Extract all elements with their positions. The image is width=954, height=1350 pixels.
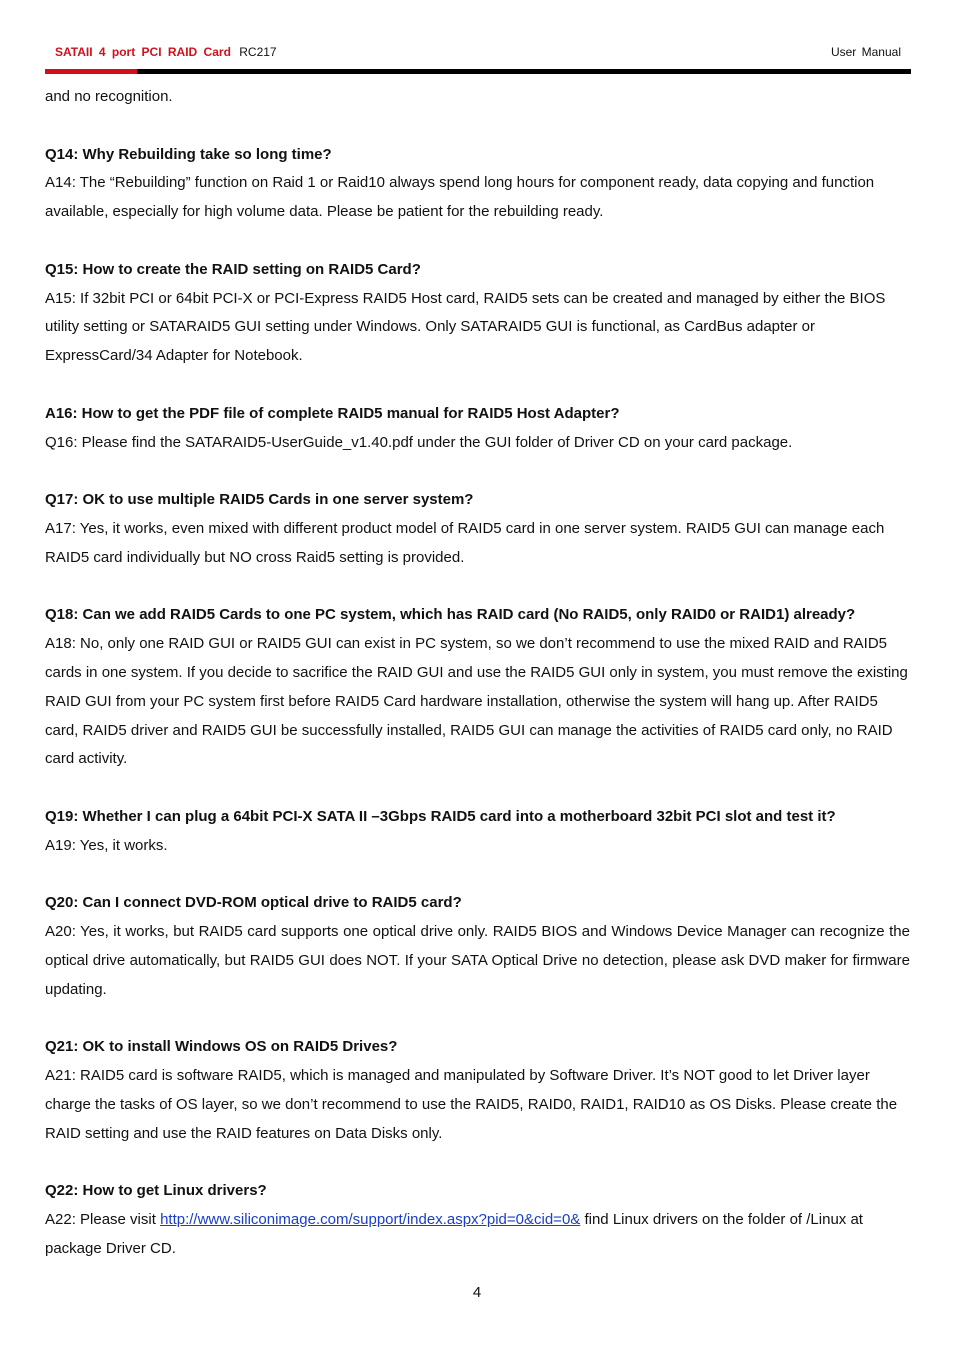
- answer-22-suffix: find Linux drivers on the folder of /Linux at package Driver CD.: [45, 1211, 863, 1257]
- header-title: [55, 45, 277, 59]
- question-14: Q14: Why Rebuilding take so long time?: [45, 145, 332, 163]
- question-21: Q21: OK to install Windows OS on RAID5 Drives?: [45, 1038, 398, 1056]
- answer-22: [45, 1206, 910, 1264]
- header-rule-accent: [45, 69, 137, 74]
- answer-14: A14: The “Rebuilding” function on Raid 1 or Raid10 always spend long hours for component ready, data copying and function available, especially for high volume data. Please be patient for the rebuilding ready.: [45, 174, 875, 221]
- page-number: 4: [472, 1284, 482, 1301]
- question-17: Q17: OK to use multiple RAID5 Cards in one server system?: [45, 491, 474, 509]
- header-rule: [45, 69, 911, 74]
- question-16: A16: How to get the PDF file of complete RAID5 manual for RAID5 Host Adapter?: [45, 404, 620, 422]
- answer-19: A19: Yes, it works.: [45, 836, 168, 854]
- answer-15: A15: If 32bit PCI or 64bit PCI-X or PCI-Express RAID5 Host card, RAID5 sets can be created and managed by either the BIOS utility setting or SATARAID5 GUI setting under Windows. Only SATARAID5 GUI is functional, as CardBus adapter or ExpressCard/34 Adapter for Notebook.: [45, 289, 886, 365]
- answer-16: Q16: Please find the SATARAID5-UserGuide_v1.40.pdf under the GUI folder of Driver CD on your card package.: [45, 433, 793, 451]
- header-brand: SATAII 4 port PCI RAID Card: [55, 45, 231, 59]
- question-20: Q20: Can I connect DVD-ROM optical drive to RAID5 card?: [45, 894, 462, 912]
- answer-21: A21: RAID5 card is software RAID5, which is managed and manipulated by Software Driver. It’s NOT good to let Driver layer charge the tasks of OS layer, so we don’t recommend to use the RAID5, RAID0, RAID1, RAID10 as OS Disks. Please create the RAID setting and use the RAID features on Data Disks only.: [45, 1067, 898, 1142]
- silicon-image-support-link[interactable]: http://www.siliconimage.com/support/index.aspx?pid=0&cid=0&: [160, 1211, 581, 1229]
- question-15: Q15: How to create the RAID setting on RAID5 Card?: [45, 260, 421, 278]
- answer-17: A17: Yes, it works, even mixed with different product model of RAID5 card in one server system. RAID5 GUI can manage each RAID5 card individually but NO cross Raid5 setting is provided.: [45, 519, 885, 566]
- header-manual-label: User Manual: [830, 45, 901, 59]
- document-body: [45, 83, 910, 1264]
- answer-22-prefix: A22: Please visit: [45, 1211, 161, 1229]
- answer-18: A18: No, only one RAID GUI or RAID5 GUI can exist in PC system, so we don’t recommend to use the mixed RAID and RAID5 cards in one system. If you decide to sacrifice the RAID GUI and use the RAID5 GUI only in system, you must remove the existing RAID GUI from your PC system first before RAID5 Card hardware installation, otherwise the system will hang up. After RAID5 card, RAID5 driver and RAID5 GUI be successfully installed, RAID5 GUI can manage the activities of RAID5 card only, no RAID card activity.: [45, 635, 908, 768]
- question-22: Q22: How to get Linux drivers?: [45, 1182, 267, 1200]
- page-header: [45, 44, 911, 74]
- question-18: Q18: Can we add RAID5 Cards to one PC system, which has RAID card (No RAID5, only RAID0 or RAID1) already?: [45, 606, 856, 624]
- answer-20: A20: Yes, it works, but RAID5 card supports one optical drive only. RAID5 BIOS and Windows Device Manager can recognize the optical drive automatically, but RAID5 GUI does NOT. If your SATA Optical Drive no detection, please ask DVD maker for firmware updating.: [45, 923, 910, 998]
- question-19: Q19: Whether I can plug a 64bit PCI-X SATA II –3Gbps RAID5 card into a motherboard 32bit PCI slot and test it?: [45, 807, 836, 825]
- intro-text: and no recognition.: [45, 88, 173, 105]
- header-model: RC217: [239, 45, 277, 59]
